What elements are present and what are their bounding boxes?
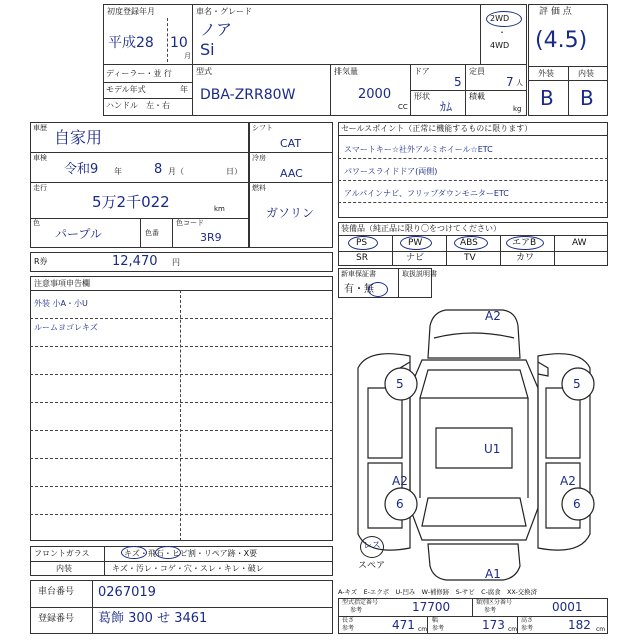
form-label-2: 類別区分番号 [476,599,513,606]
color-label: 色 [33,219,40,227]
inspection-label: 車検 [33,154,47,162]
diagram-label-a2-left: A2 [392,474,408,488]
equip-ps: PS [356,238,368,248]
length-label: 長さ [342,617,355,624]
spare-stamp: レス [363,541,381,551]
stock-label: 車台番号 [38,587,75,597]
recycle-unit: 円 [172,258,180,267]
score-value: (4.5) [535,28,588,53]
equip-pw-circle [400,236,432,250]
interior-label: 内装 [578,69,594,78]
door-label: ドア [414,67,430,76]
equip-ps-circle [348,236,378,250]
car-name: ノア [200,20,233,39]
usage-label: 車歴 [33,124,47,132]
equip-airbag: エアB [512,238,537,248]
length-value: 471 [392,618,415,632]
sales-line-2: パワースライドドア(両側) [344,167,438,176]
sales-label: セールスポイント（正常に機能するものに限ります） [341,124,533,133]
form-label-1: 型式指定番号 [342,599,379,606]
color-code-label1: 色番 [145,229,159,237]
form-value-1: 17700 [412,600,451,614]
fuel-value: ガソリン [266,206,315,220]
first-reg-value: 平成28 [108,35,154,51]
displacement-value: 2000 [358,87,392,102]
notes-label: 注意事項申告欄 [34,279,90,288]
inspection-year: 令和9 [64,162,99,177]
height-unit: cm [596,626,606,633]
warranty-label: 新車保証書 [341,270,376,278]
equip-aw: AW [572,238,587,248]
displacement-unit: CC [398,103,408,111]
first-reg-unit: 月 [184,52,191,60]
width-label: 幅 [432,617,439,624]
warranty-circle [368,282,388,297]
interior-grade: B [580,86,594,110]
exterior-grade: B [540,86,554,110]
diagram-label-a2-right: A2 [560,474,576,488]
car-name-label: 車名・グレード [196,7,252,16]
height-label: 高さ [521,617,534,624]
length-ref: 参考 [342,625,355,632]
equip-navi: ナビ [406,253,425,263]
form-value-2: 0001 [552,600,583,614]
diagram-label-6-left: 6 [396,497,404,511]
form-ref-1: 参考 [350,607,363,614]
equip-sr: SR [356,253,368,263]
width-unit: cm [508,626,518,633]
model-year-unit: 年 [180,85,188,94]
recycle-section [30,252,333,272]
load-label: 積載 [469,92,485,101]
model-year-label: モデル年式 [106,85,146,94]
usage-value: 自家用 [54,128,103,147]
mileage-unit: km [214,205,225,213]
inspection-month-unit: 月（ [168,167,184,176]
diagram-label-5-left: 5 [396,377,404,391]
capacity-label: 定員 [469,67,485,76]
recycle-label: R券 [34,257,48,266]
capacity-unit: 人 [516,79,523,87]
inspection-month: 8 [154,162,163,177]
stock-value: 0267019 [98,585,156,600]
recycle-value: 12,470 [112,254,158,269]
exterior-label: 外装 [538,69,554,78]
height-ref: 参考 [521,625,534,632]
glass-label: フロントガラス [34,549,90,558]
type-label: 型式 [196,67,212,76]
first-reg-month: 10 [170,35,188,51]
glass-circle-2 [155,546,181,559]
shape-label: 形状 [414,92,430,101]
inspection-year-unit: 年 [114,167,122,176]
diagram-label-5-right: 5 [573,377,581,391]
displacement-label: 排気量 [334,67,358,76]
ac-value: AAC [280,167,303,180]
drive-2wd: 2WD [490,14,510,23]
form-ref-2: 参考 [484,607,497,614]
equipment-label: 装備品（純正品に限り〇をつけてください） [341,224,501,233]
glass-value: キズ・飛石・ヒビ割・リペア跡・X要 [124,549,258,558]
load-unit: kg [513,105,522,113]
sales-line-3: アルパインナビ、フリップダウンモニターETC [344,189,509,198]
inspection-day-unit: 日） [226,167,242,176]
notes-section [30,276,333,541]
plate-label: 登録番号 [38,614,75,624]
shift-value: CAT [280,137,302,150]
equip-abs: ABS [460,238,478,248]
diagram-label-a2-front: A2 [485,309,501,323]
equip-tv: TV [464,253,476,263]
note-2: ルームヨゴレキズ [34,323,98,332]
width-ref: 参考 [432,625,445,632]
diagram-label-6-right: 6 [573,497,581,511]
first-reg-label: 初度登録年月 [107,7,155,16]
fuel-label: 燃料 [252,184,266,192]
type-value: DBA-ZRR80W [200,87,296,103]
width-value: 173 [482,618,505,632]
equip-abs-circle [454,236,488,250]
damage-legend: A-キズ E-エクボ U-凹み W-補修跡 S-サビ C-腐食 XX-交換済 [338,588,537,596]
warranty-value: 有・無 [344,284,374,295]
shape-value: ｶﾑ [440,100,453,114]
interior-damage-label: 内装 [56,564,72,573]
color-code-value: 3R9 [200,231,222,244]
handle-label: ハンドル 左・右 [106,101,170,110]
diagram-label-u1: U1 [484,442,501,456]
interior-damage-value: キズ・汚レ・コゲ・穴・スレ・キレ・破レ [112,564,264,573]
height-value: 182 [568,618,591,632]
equip-leather: カワ [516,253,535,263]
score-label: 評 価 点 [539,7,572,17]
plate-value: 葛飾 300 せ 3461 [98,611,208,626]
manual-label: 取扱説明書 [402,270,437,278]
mileage-value: 5万2千022 [92,193,170,211]
ac-label: 冷房 [252,154,266,162]
equip-pw: PW [408,238,423,248]
equip-airbag-circle [506,236,544,250]
capacity-value: 7 [506,75,514,89]
mileage-label: 走行 [33,184,47,192]
drive-4wd: 4WD [490,41,510,50]
diagram-label-a1: A1 [485,567,501,581]
note-1: 外装 小A・小U [34,299,88,308]
glass-circle-1 [121,546,147,559]
dealer-label: ディーラー・並 行 [106,69,172,78]
grade: Si [200,40,215,59]
drive-dot: ・ [498,28,506,37]
spare-label: スペア [358,561,386,571]
color-code-label2: 色コード [176,219,204,227]
door-value: 5 [454,75,462,89]
length-unit: cm [418,626,428,633]
color-value: パープル [55,227,102,241]
shift-label: シフト [252,124,273,132]
sales-line-1: スマートキー☆社外アルミホイール☆ETC [344,145,493,154]
